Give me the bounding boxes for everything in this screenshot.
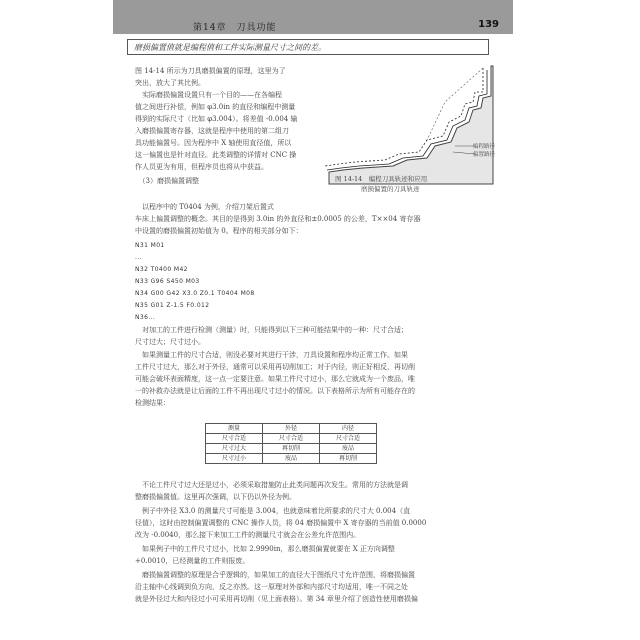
table-cell: 尺寸过大: [206, 444, 263, 454]
chapter-title: 第14章 刀具功能: [193, 23, 277, 33]
body-line: 检测结果：: [135, 399, 170, 407]
body-line: +0.0010，已经测量的工件则报废。: [135, 557, 250, 565]
book-page: [113, 0, 513, 640]
table-header-row: [206, 424, 377, 434]
table-cell: 尺寸过小: [206, 454, 263, 464]
intro-line: 实际磨损偏置设置只有一个目的——在各编程: [135, 91, 282, 99]
code-line: N32 T0400 M42: [135, 266, 188, 273]
body-line: 改为 -0.0040，那么接下来加工工件的测量尺寸就会在公差允许范围内。: [135, 531, 361, 539]
code-line: N31 M01: [135, 242, 165, 249]
body-line: 例子中外径 X3.0 的测量尺寸可能是 3.004，也就意味着比所要求的尺寸大 0.004（直: [135, 507, 411, 515]
intro-line: 值之间进行补偿，例如 φ3.0in 的直径和编程中测量: [135, 103, 296, 111]
body-line: 磨损偏置调整的原理是合乎逻辑的，如果加工的直径大于图纸尺寸允许范围，将磨损偏置: [135, 571, 415, 579]
table-cell: 尺寸合适: [320, 434, 377, 444]
page-header: [113, 0, 513, 34]
figure-caption: 磨损偏置的刀具轨迹: [361, 185, 420, 193]
body-line: 沿主轴中心线调到负方向，反之亦然。这一原理对外部和内部尺寸均适用，唯一不同之处: [135, 583, 408, 591]
offset-path-label: 偏置路径: [473, 152, 496, 158]
section-heading: （3）磨损偏置调整: [135, 177, 199, 185]
table-cell: 测量: [206, 424, 263, 434]
intro-line: 作人员更为有用，但程序员也将从中获益。: [135, 163, 268, 171]
body-line: 以程序中的 T0404 为例，介绍刀架后置式: [135, 203, 274, 211]
code-line: N33 G96 S450 M03: [135, 278, 200, 285]
intro-line: 入磨损偏置寄存器，这就是程序中使用的第二组刀: [135, 127, 289, 135]
table-cell: 尺寸合适: [263, 434, 320, 444]
table-cell: 尺寸合适: [206, 434, 263, 444]
table-cell: 再切削: [320, 454, 377, 464]
code-line: N34 G00 G42 X3.0 Z0.1 T0404 M08: [135, 290, 255, 297]
body-line: 尺寸过大；尺寸过小。: [135, 338, 205, 346]
body-line: 可能会破坏表面精度，这一点一定要注意。如果工件尺寸过小，那么它就成为一个废品，唯: [135, 375, 415, 383]
body-line: 一的补救办法就是让后面的工件不再出现尺寸过小的情况。以下表格所示为所有可能存在的: [135, 387, 415, 395]
intro-line: 突出，放大了其比例。: [135, 79, 205, 87]
definition-callout: 磨损偏置值就是编程值和工件实际测量尺寸之间的差。: [127, 39, 489, 55]
body-line: 如果测量工件的尺寸合适，则没必要对其进行干涉，刀具设置和程序均正常工作。如果: [135, 351, 408, 359]
intro-line: 得到的实际尺寸（比如 φ3.004）。将差值 -0.004 输: [135, 115, 298, 123]
programmed-path-label: 编程路径: [473, 144, 496, 150]
table-cell: 废品: [320, 444, 377, 454]
body-line: 如果例子中的工件尺寸过小，比如 2.9990in，那么磨损偏置就要在 X 正方向调整: [135, 545, 395, 553]
code-line: N36...: [135, 314, 156, 321]
body-line: 工件尺寸过大，那么对于外径，通常可以采用再切削加工；对于内径，则正好相反，再切削: [135, 363, 415, 371]
table-cell: 外径: [263, 424, 320, 434]
page-number: 139: [478, 19, 499, 30]
intro-line: 这一偏置也是针对直径。此类调整的详情对 CNC 操: [135, 151, 297, 159]
body-line: 车床上偏置调整的概念。其目的是得到 3.0in 的外直径和±0.0005 的公差，T××04 寄存器: [135, 215, 421, 223]
body-line: 径值），这时由控制偏置调整的 CNC 操作人员，将 04 磨损偏置中 X 寄存器的当前值 0.0000: [135, 519, 427, 527]
measurement-results-table: [205, 423, 377, 464]
table-cell: 再切削: [263, 444, 320, 454]
table-row: [206, 454, 377, 464]
body-line: 对加工的工件进行检测（测量）时，只能得到以下三种可能结果中的一种：尺寸合适；: [135, 326, 408, 334]
code-line: ...: [135, 254, 142, 261]
intro-line: 具功能偏置号。因为程序中 X 轴使用直径值，所以: [135, 139, 292, 147]
body-line: 整磨损偏置值。这里再次强调，以下仍以外径为例。: [135, 493, 296, 501]
tool-path-diagram: [323, 62, 503, 192]
body-line: 就是外径过大和内径过小可采用再切削（见上面表格）。第 34 章里介绍了创造性使用磨损偏: [135, 595, 418, 603]
body-line: 不论工件尺寸过大还是过小，必须采取措施防止此类问题再次发生。常用的方法就是调: [135, 481, 408, 489]
figure-caption: 图 14-14 编程刀具轨迹和应用: [335, 175, 428, 183]
intro-line: 图 14-14 所示为刀具磨损偏置的原理，这里为了: [135, 67, 286, 75]
code-line: N35 G01 Z-1.5 F0.012: [135, 302, 210, 309]
table-cell: 内径: [320, 424, 377, 434]
table-row: [206, 444, 377, 454]
body-line: 中设置的磨损偏置初始值为 0。程序的相关部分如下：: [135, 227, 303, 235]
tool-path-figure: [323, 62, 503, 192]
table-row: [206, 434, 377, 444]
table-cell: 废品: [263, 454, 320, 464]
